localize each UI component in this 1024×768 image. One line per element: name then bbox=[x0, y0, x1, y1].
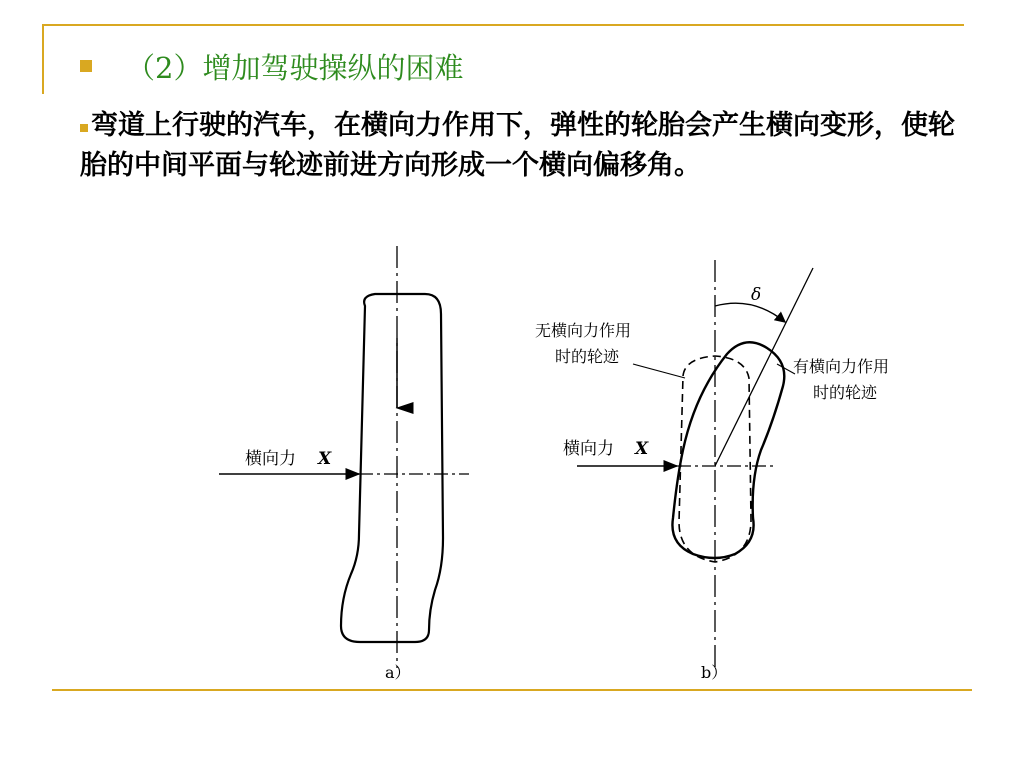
diagram-a bbox=[219, 246, 469, 682]
diagram-b bbox=[535, 260, 889, 682]
b-with-force-footprint bbox=[672, 342, 784, 558]
top-rule bbox=[42, 24, 964, 26]
a-caption: a） bbox=[385, 663, 411, 682]
b-angle-symbol: δ bbox=[751, 285, 762, 305]
tire-deformation-figure bbox=[215, 238, 955, 690]
a-force-var: X bbox=[318, 449, 332, 469]
b-with-force-label-line2: 时的轮迹 bbox=[813, 383, 878, 402]
a-tire-footprint bbox=[341, 294, 443, 642]
figure-svg bbox=[215, 238, 955, 690]
paragraph-bullet-icon bbox=[80, 124, 88, 132]
paragraph-text: 弯道上行驶的汽车，在横向力作用下，弹性的轮胎会产生横向变形，使轮胎的中间平面与轮迹前进方向形成一个横向偏移角。 bbox=[80, 110, 955, 181]
b-no-force-leader bbox=[633, 364, 685, 378]
slide-title: （2）增加驾驶操纵的困难 bbox=[126, 50, 464, 85]
b-no-force-label-line2: 时的轮迹 bbox=[555, 347, 620, 366]
b-angle-arc bbox=[715, 303, 785, 322]
bottom-rule bbox=[52, 689, 972, 691]
b-force-var: X bbox=[635, 439, 649, 459]
b-caption: b） bbox=[701, 663, 728, 682]
b-with-force-label-line1: 有横向力作用 bbox=[793, 357, 890, 376]
title-bullet-icon bbox=[80, 60, 92, 72]
left-rule bbox=[42, 24, 44, 94]
b-no-force-label-line1: 无横向力作用 bbox=[535, 321, 632, 340]
b-force-label: 横向力 bbox=[563, 439, 614, 459]
title-row bbox=[80, 46, 463, 86]
body-paragraph bbox=[80, 106, 960, 186]
a-force-label: 横向力 bbox=[245, 449, 296, 469]
